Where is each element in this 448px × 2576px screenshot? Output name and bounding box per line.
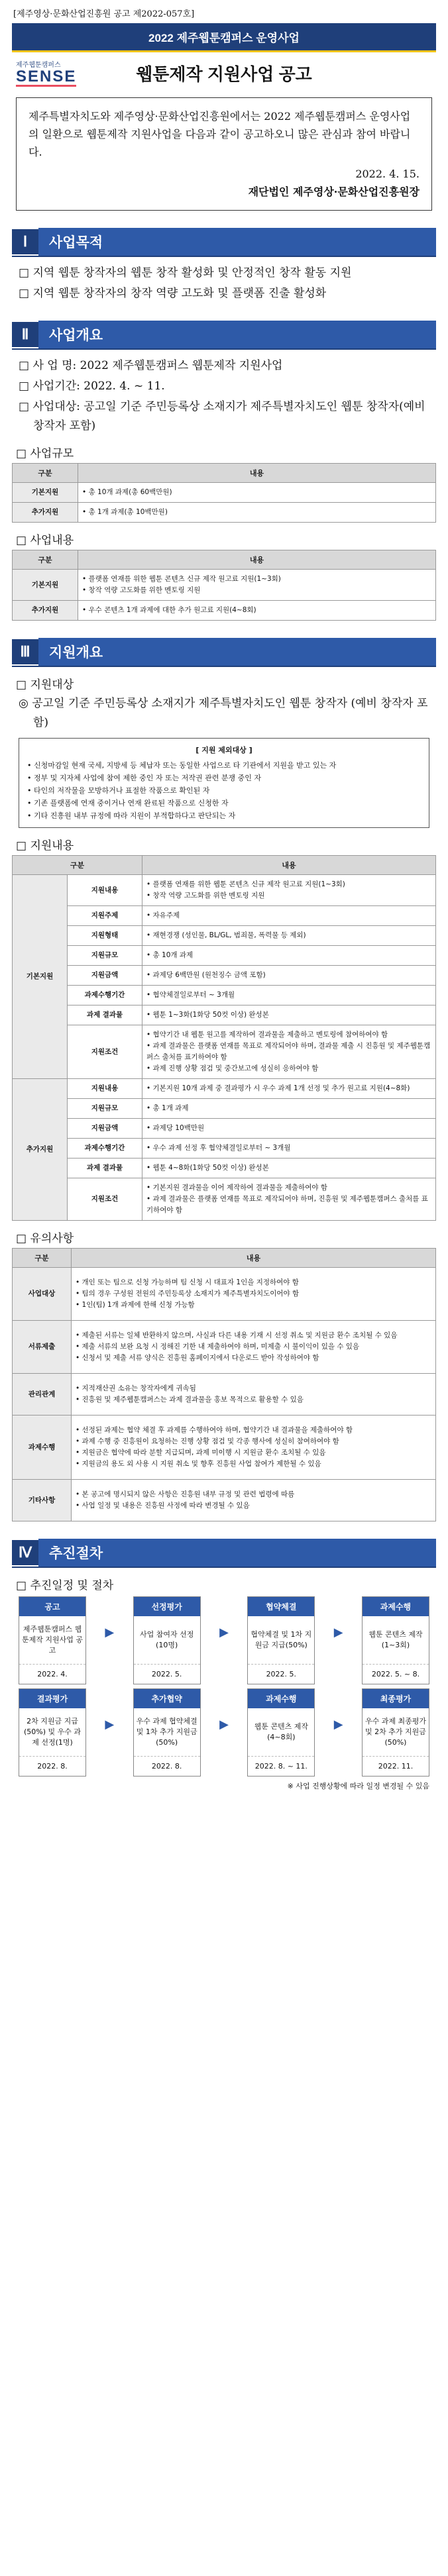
overview-item: □ 사 업 명: 2022 제주웹툰캠퍼스 웹툰제작 지원사업	[19, 359, 283, 372]
flow-step-head: 공고	[19, 1597, 85, 1616]
overview-item: □ 사업대상: 공고일 기준 주민등록상 소재지가 제주특별자치도인 웹툰 창작자(예비 창작자 포함)	[19, 400, 425, 433]
exclusion-title: [ 지원 제외대상 ]	[196, 746, 252, 754]
table-cell: 기타사항	[13, 1480, 72, 1521]
flow-step-head: 선정평가	[134, 1597, 200, 1616]
table-row	[13, 946, 436, 966]
table-row	[13, 906, 436, 926]
table-cell: 기본지원	[13, 483, 78, 503]
table-row	[13, 503, 436, 523]
flow-row	[19, 1688, 429, 1777]
table-cell: • 웹툰 1~3화(1화당 50컷 이상) 완성본	[142, 1005, 436, 1025]
table-cell: • 과제당 10백만원	[142, 1119, 436, 1139]
table-cell: 관리관계	[13, 1374, 72, 1416]
exclusion-item: • 정부 및 지자체 사업에 참여 제한 중인 자 또는 저작권 관련 분쟁 중인 자	[27, 774, 261, 782]
table-row	[13, 1480, 436, 1521]
table-cell: • 총 1개 과제(총 10백만원)	[78, 503, 436, 523]
flow-step-head: 추가협약	[134, 1689, 200, 1708]
flow-step-body: 웹툰 콘텐츠 제작(1~3회)	[368, 1630, 423, 1649]
section-number: Ⅳ	[12, 1540, 38, 1565]
table-cell: • 본 공고에 명시되지 않은 사항은 진흥원 내부 규정 및 관련 법령에 따름 • 사업 일정 및 내용은 진흥원 사정에 따라 변경될 수 있음	[72, 1480, 436, 1521]
flow-step	[362, 1688, 429, 1777]
table-cell: • 자유주제	[142, 906, 436, 926]
scale-table	[12, 463, 436, 523]
flow-step	[362, 1596, 429, 1684]
table-row	[13, 1159, 436, 1178]
flow-step-head: 협약체결	[248, 1597, 314, 1616]
table-cell: 과제 결과물	[68, 1005, 142, 1025]
table-row	[13, 926, 436, 946]
flow-arrow-icon: ▶	[219, 1718, 229, 1731]
table-header: 내용	[78, 464, 436, 483]
table-header: 구분	[13, 464, 78, 483]
logo-small-text: 제주웹툰캠퍼스	[16, 62, 61, 69]
target-main: ◎ 공고일 기준 주민등록상 소재지가 제주특별자치도인 웹툰 창작자 (예비 창작자 포함)	[19, 697, 428, 729]
exclusion-item: • 신청마감일 현재 국세, 지방세 등 체납자 또는 동일한 사업으로 타 기관에서 지원을 받고 있는 자	[27, 761, 337, 770]
table-cell: 사업대상	[13, 1268, 72, 1321]
exclusion-box	[19, 738, 429, 828]
purpose-item: □ 지역 웹툰 창작자의 웹툰 창작 활성화 및 안정적인 창작 활동 지원	[19, 266, 352, 280]
section-title: 지원개요	[38, 638, 436, 666]
exclusion-item: • 타인의 저작물을 모방하거나 표절한 작품으로 확인된 자	[27, 786, 210, 795]
section-number: Ⅰ	[12, 229, 38, 254]
flow-step-body: 사업 참여자 선정(10명)	[139, 1630, 194, 1649]
table-cell: 지원금액	[68, 966, 142, 986]
flow-arrow-icon: ▶	[105, 1718, 115, 1731]
table-cell: 과제수행	[13, 1416, 72, 1480]
flow-step-body: 제주웹툰캠퍼스 웹툰제작 지원사업 공고	[22, 1625, 84, 1655]
caution-table	[12, 1248, 436, 1521]
announcement-date: 2022. 4. 15.	[355, 168, 420, 180]
table-cell: • 기본지원 결과물을 이어 제작하여 결과물을 제출하여야 함 • 과제 결과물은 플랫폼 연재를 목표로 제작되어야 하며, 진흥원 및 제주웹툰캠퍼스 출처를 표기하여야 함	[142, 1178, 436, 1221]
table-cell: • 재현경쟁 (성인물, BL/GL, 범죄물, 폭력물 등 제외)	[142, 926, 436, 946]
flow-step-body: 2차 지원금 지급(50%) 및 우수 과제 선정(1명)	[23, 1717, 82, 1747]
table-row	[13, 1178, 436, 1221]
table-cell: 추가지원	[13, 503, 78, 523]
section-title: 사업개요	[38, 321, 436, 348]
flow-step-date: 2022. 4.	[19, 1664, 85, 1684]
table-cell: • 총 10개 과제(총 60백만원)	[78, 483, 436, 503]
table-cell: 지원내용	[68, 875, 142, 906]
flow-step-date: 2022. 5. ~ 8.	[363, 1664, 429, 1684]
table-row	[13, 966, 436, 986]
table-row	[13, 1025, 436, 1079]
flow-step-date: 2022. 8. ~ 11.	[248, 1756, 314, 1776]
table-group-cell: 기본지원	[13, 875, 68, 1079]
table-row	[13, 875, 436, 906]
table-header: 내용	[78, 550, 436, 570]
intro-text: 제주특별자치도와 제주영상·문화산업진흥원에서는 2022 제주웹툰캠퍼스 운영사업의 일환으로 웹툰제작 지원사업을 다음과 같이 공고하오니 많은 관심과 참여 바랍니다.	[28, 110, 411, 158]
table-header: 구분	[13, 1249, 72, 1268]
table-row	[13, 986, 436, 1005]
table-row	[13, 1374, 436, 1416]
table-row	[13, 1268, 436, 1321]
purpose-item: □ 지역 웹툰 창작자의 창작 역량 고도화 및 플랫폼 진출 활성화	[19, 287, 327, 300]
table-header: 내용	[72, 1249, 436, 1268]
table-row	[13, 1119, 436, 1139]
notice-number: [제주영상·문화산업진흥원 공고 제2022-057호]	[13, 9, 195, 19]
section-number: Ⅱ	[12, 322, 38, 347]
table-row	[13, 1139, 436, 1159]
table-cell: • 기본지원 10개 과제 중 결과평가 시 우수 과제 1개 선정 및 추가 원고료 지원(4~8화)	[142, 1079, 436, 1099]
flow-step-date: 2022. 5.	[134, 1664, 200, 1684]
table-row	[13, 601, 436, 621]
flow-step-body: 우수 과제 협약체결 및 1차 추가 지원금(50%)	[136, 1717, 197, 1747]
table-cell: • 협약기간 내 웹툰 원고를 제작하여 결과물을 제출하고 멘토링에 참여하여야 함 • 과제 결과물은 플랫폼 연재를 목표로 제작되어야 하며, 결과물 제출 시 진흥원 및 제주웹툰캠퍼스 출처를 표기하여야 함 • 과제 진행 상황 점검 및 중간보고에 성실히 응하여야 함	[142, 1025, 436, 1079]
document-page	[12, 0, 436, 1791]
flow-step-date: 2022. 8.	[134, 1756, 200, 1776]
section-number: Ⅲ	[12, 639, 38, 664]
table-cell: 지원조건	[68, 1025, 142, 1079]
table-cell: • 총 10개 과제	[142, 946, 436, 966]
procedure-footnote: ※ 사업 진행상황에 따라 일정 변경될 수 있음	[287, 1782, 429, 1790]
flow-arrow-icon: ▶	[333, 1718, 343, 1731]
table-cell: • 선정된 과제는 협약 체결 후 과제를 수행하여야 하며, 협약기간 내 결과물을 제출하여야 함 • 과제 수행 중 진흥원이 요청하는 진행 상황 점검 및 각종 행사에 성실히 참여하여야 함 • 지원금은 협약에 따라 분할 지급되며, 과제 미이행 시 지원금 환수 조치될 수 있음 • 지원금의 용도 외 사용 시 지원 취소 및 향후 진흥원 사업 참여가 제한될 수 있음	[72, 1416, 436, 1480]
table-cell: 지원주제	[68, 906, 142, 926]
section-header-support	[12, 638, 436, 667]
flow-arrow-icon: ▶	[333, 1625, 343, 1639]
table-cell: • 협약체결일로부터 ~ 3개월	[142, 986, 436, 1005]
exclusion-item: • 기타 진흥원 내부 규정에 따라 지원이 부적합하다고 판단되는 자	[27, 811, 236, 820]
flow-step-date: 2022. 5.	[248, 1664, 314, 1684]
table-cell: • 우수 과제 선정 후 협약체결일로부터 ~ 3개월	[142, 1139, 436, 1159]
flow-step-date: 2022. 11.	[363, 1756, 429, 1776]
table-cell: • 개인 또는 팀으로 신청 가능하며 팀 신청 시 대표자 1인을 지정하여야 함 • 팀의 경우 구성원 전원의 주민등록상 소재지가 제주특별자치도이어야 함 • 1인(팀) 1개 과제에 한해 신청 가능함	[72, 1268, 436, 1321]
exclusion-item: • 기존 플랫폼에 연재 중이거나 연재 완료된 작품으로 신청한 자	[27, 799, 229, 807]
table-cell: 지원내용	[68, 1079, 142, 1099]
table-cell: • 플랫폼 연재를 위한 웹툰 콘텐츠 신규 제작 원고료 지원(1~3회) • 창작 역량 고도화를 위한 멘토링 지원	[78, 570, 436, 601]
issuing-organization: 재단법인 제주영상·문화산업진흥원장	[248, 185, 420, 198]
detail-label: □ 지원내용	[16, 839, 74, 852]
document-title: 웹툰제작 지원사업 공고	[136, 64, 312, 84]
flow-arrow-icon: ▶	[219, 1625, 229, 1639]
title-row	[12, 52, 436, 93]
scale-label: □ 사업규모	[16, 447, 74, 460]
table-cell: 지원형태	[68, 926, 142, 946]
table-cell: 기본지원	[13, 570, 78, 601]
table-group-cell: 추가지원	[13, 1079, 68, 1221]
table-cell: 과제 결과물	[68, 1159, 142, 1178]
table-cell: • 총 1개 과제	[142, 1099, 436, 1119]
section-title: 추진절차	[38, 1539, 436, 1567]
flow-step-body: 우수 과제 최종평가 및 2차 추가 지원금(50%)	[364, 1717, 426, 1747]
flow-step	[133, 1596, 201, 1684]
logo-big-text: SENSE	[16, 68, 77, 85]
table-header: 구분	[13, 856, 142, 875]
flow-step	[19, 1688, 86, 1777]
table-cell: 서류제출	[13, 1321, 72, 1374]
table-cell: • 제출된 서류는 일체 반환하지 않으며, 사실과 다른 내용 기재 시 선정 취소 및 지원금 환수 조치될 수 있음 • 제출 서류의 보완 요청 시 정해진 기한 내 제출하여야 하며, 미제출 시 불이익이 있을 수 있음 • 신청서 및 제출 서류 양식은 진흥원 홈페이지에서 다운로드 받아 작성하여야 함	[72, 1321, 436, 1374]
flow-step-head: 최종평가	[363, 1689, 429, 1708]
section-header-overview	[12, 321, 436, 350]
table-row	[13, 483, 436, 503]
table-cell: 추가지원	[13, 601, 78, 621]
table-header: 구분	[13, 550, 78, 570]
flow-step-head: 과제수행	[363, 1597, 429, 1616]
section-header-procedure	[12, 1539, 436, 1568]
table-row	[13, 1416, 436, 1480]
table-cell: 지원규모	[68, 946, 142, 966]
flow-step-head: 결과평가	[19, 1689, 85, 1708]
procedure-label: □ 추진일정 및 절차	[16, 1579, 114, 1592]
table-cell: • 과제당 6백만원 (원천징수 금액 포함)	[142, 966, 436, 986]
content-label: □ 사업내용	[16, 534, 74, 547]
flow-step-date: 2022. 8.	[19, 1756, 85, 1776]
flow-step	[19, 1596, 86, 1684]
table-header: 내용	[142, 856, 436, 875]
flow-step-head: 과제수행	[248, 1689, 314, 1708]
table-row	[13, 1079, 436, 1099]
flow-row	[19, 1596, 429, 1684]
table-row	[13, 1005, 436, 1025]
sense-logo	[16, 59, 89, 87]
table-cell: • 플랫폼 연재를 위한 웹툰 콘텐츠 신규 제작 원고료 지원(1~3회) • 창작 역량 고도화를 위한 멘토링 지원	[142, 875, 436, 906]
table-row	[13, 570, 436, 601]
table-cell: 과제수행기간	[68, 986, 142, 1005]
caution-label: □ 유의사항	[16, 1232, 74, 1245]
flow-step-body: 협약체결 및 1차 지원금 지급(50%)	[251, 1630, 312, 1649]
table-row	[13, 1099, 436, 1119]
table-cell: • 우수 콘텐츠 1개 과제에 대한 추가 원고료 지원(4~8회)	[78, 601, 436, 621]
table-cell: • 지적재산권 소유는 창작자에게 귀속됨 • 진흥원 및 제주웹툰캠퍼스는 과제 결과물을 홍보 목적으로 활용할 수 있음	[72, 1374, 436, 1416]
section-title: 사업목적	[38, 228, 436, 256]
target-label: □ 지원대상	[16, 678, 74, 692]
section-header-purpose	[12, 228, 436, 257]
content-table	[12, 550, 436, 621]
table-cell: • 웹툰 4~8화(1화당 50컷 이상) 완성본	[142, 1159, 436, 1178]
table-row	[13, 1321, 436, 1374]
flow-step	[247, 1596, 315, 1684]
flow-arrow-icon: ▶	[105, 1625, 115, 1639]
flow-step-body: 웹툰 콘텐츠 제작(4~8회)	[254, 1722, 308, 1741]
overview-item: □ 사업기간: 2022. 4. ~ 11.	[19, 380, 165, 393]
program-banner: 2022 제주웹툰캠퍼스 운영사업	[12, 23, 436, 52]
detail-table	[12, 855, 436, 1221]
flow-step	[247, 1688, 315, 1777]
table-cell: 지원규모	[68, 1099, 142, 1119]
intro-box	[16, 97, 432, 211]
table-cell: 과제수행기간	[68, 1139, 142, 1159]
flow-step	[133, 1688, 201, 1777]
table-cell: 지원조건	[68, 1178, 142, 1221]
table-cell: 지원금액	[68, 1119, 142, 1139]
